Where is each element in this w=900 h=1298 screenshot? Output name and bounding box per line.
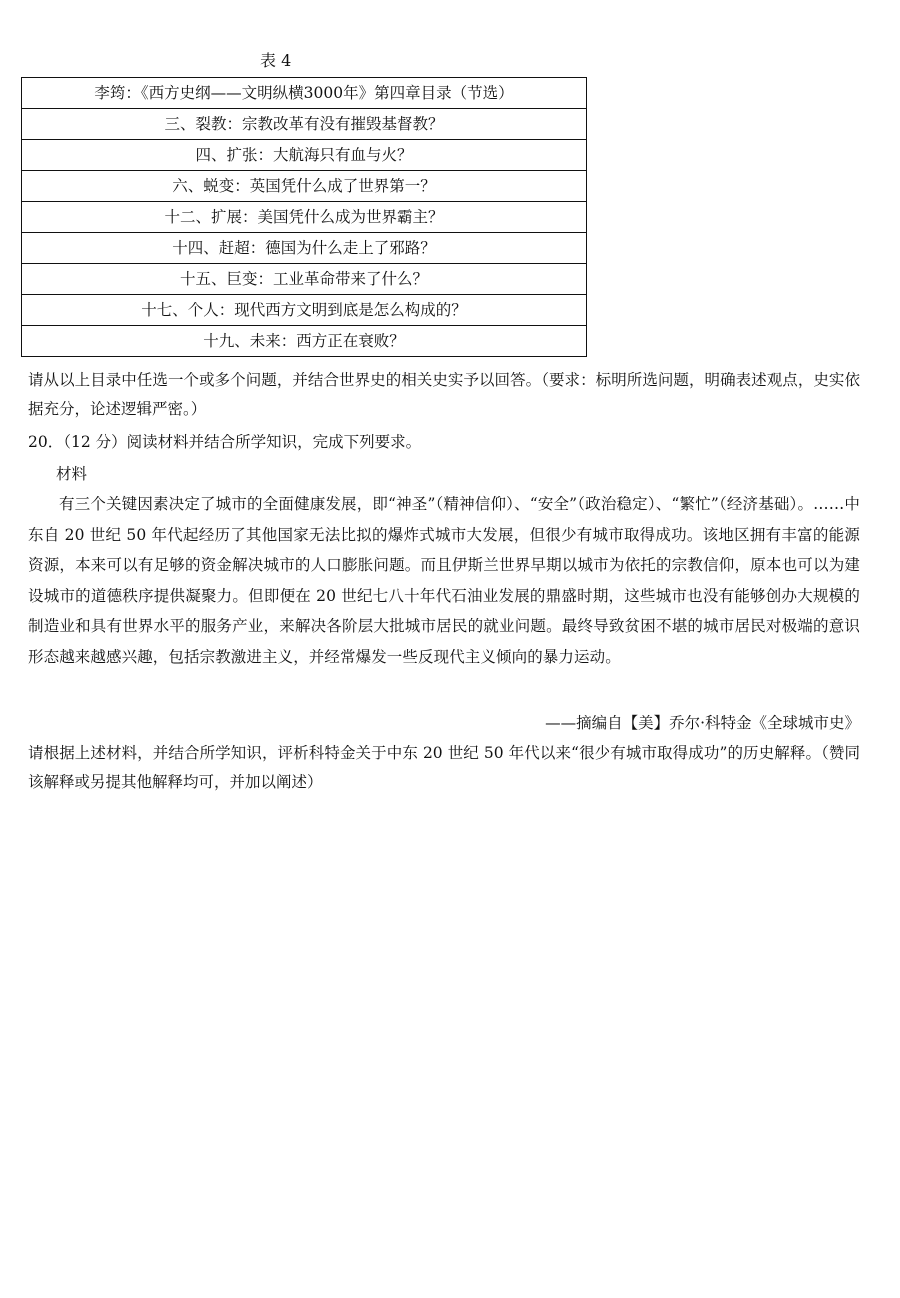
table-row	[22, 295, 587, 326]
table-row	[22, 109, 587, 140]
material-source: ——摘编自【美】乔尔·科特金《全球城市史》	[545, 714, 860, 732]
table-cell: 三、裂教：宗教改革有没有摧毁基督教？	[22, 109, 587, 140]
table-row	[22, 140, 587, 171]
table-row	[22, 78, 587, 109]
table-caption: 表 4	[260, 51, 292, 70]
table-cell: 十二、扩展：美国凭什么成为世界霸主？	[22, 202, 587, 233]
table-row	[22, 264, 587, 295]
table-cell: 十四、赶超：德国为什么走上了邪路？	[22, 233, 587, 264]
table-row	[22, 326, 587, 357]
table-cell: 四、扩张：大航海只有血与火？	[22, 140, 587, 171]
question19-instruction: 请从以上目录中任选一个或多个问题，并结合世界史的相关史实予以回答。（要求：标明所选问题，明确表述观点，史实依据充分，论述逻辑严密。）	[28, 371, 860, 418]
question20-requirement: 请根据上述材料，并结合所学知识，评析科特金关于中东 20 世纪 50 年代以来“很少有城市取得成功”的历史解释。（赞同该解释或另提其他解释均可，并加以阐述）	[28, 744, 860, 791]
table-row	[22, 171, 587, 202]
material-passage: 有三个关键因素决定了城市的全面健康发展，即“神圣”（精神信仰）、“安全”（政治稳定）、“繁忙”（经济基础）。……中东自 20 世纪 50 年代起经历了其他国家无法比拟的爆炸式城市大发展，但很少有城市取得成功。该地区拥有丰富的能源资源，本来可以有足够的资金解决城市的人口膨胀问题。而且伊斯兰世界早期以城市为依托的宗教信仰，原本也可以为建设城市的道德秩序提供凝聚力。但即便在 20 世纪七八十年代石油业发展的鼎盛时期，这些城市也没有能够创办大规模的制造业和具有世界水平的服务产业，来解决各阶层大批城市居民的就业问题。最终导致贫困不堪的城市居民对极端的意识形态越来越感兴趣，包括宗教激进主义，并经常爆发一些反现代主义倾向的暴力运动。	[28, 495, 860, 666]
question20-stem: 20．（12 分）阅读材料并结合所学知识，完成下列要求。	[28, 433, 422, 451]
table-cell-header: 李筠：《西方史纲——文明纵横3000年》第四章目录（节选）	[22, 78, 587, 109]
table-cell: 十七、个人：现代西方文明到底是怎么构成的？	[22, 295, 587, 326]
table-cell: 十九、未来：西方正在衰败？	[22, 326, 587, 357]
table-cell: 十五、巨变：工业革命带来了什么？	[22, 264, 587, 295]
material-label: 材料	[56, 465, 88, 483]
table-row	[22, 233, 587, 264]
table-of-contents	[21, 77, 587, 357]
table-cell: 六、蜕变：英国凭什么成了世界第一？	[22, 171, 587, 202]
table-row	[22, 202, 587, 233]
